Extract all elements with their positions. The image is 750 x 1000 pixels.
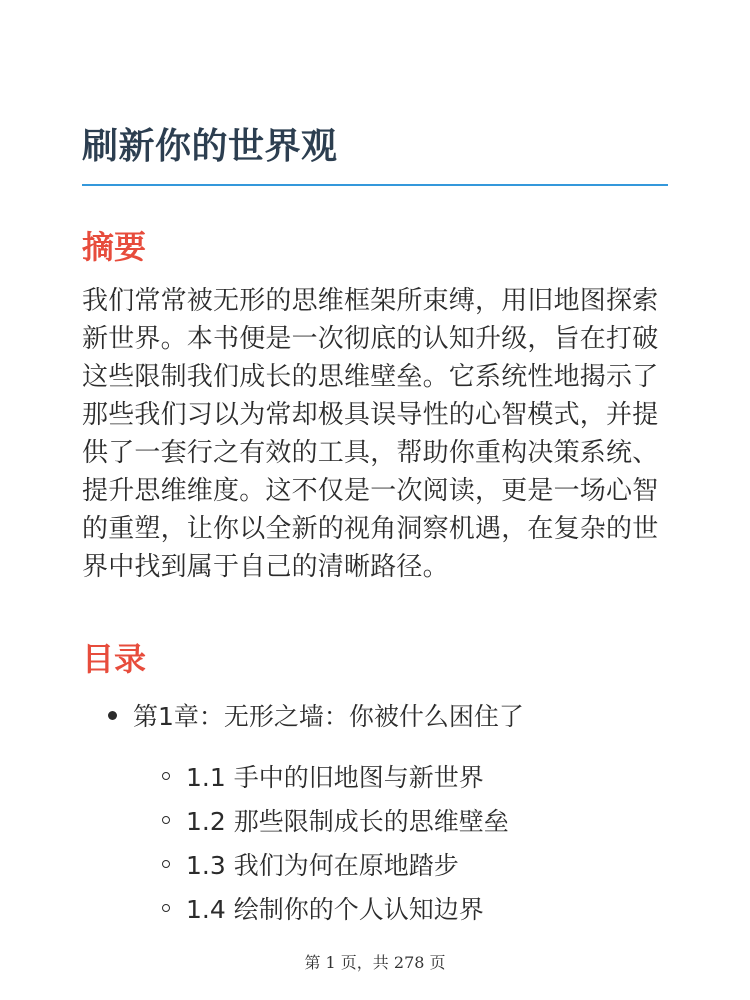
bullet-circle-icon [162, 860, 170, 868]
toc-section-label: 1.1 手中的旧地图与新世界 [186, 763, 484, 792]
toc-section-label: 1.2 那些限制成长的思维壁垒 [186, 807, 509, 836]
toc-chapter-label: 第1章：无形之墙：你被什么困住了 [133, 702, 524, 731]
title-divider [82, 184, 668, 186]
toc-section-label: 1.3 我们为何在原地踏步 [186, 851, 459, 880]
toc-section-item[interactable] [162, 802, 509, 838]
toc-heading: 目录 [82, 640, 147, 678]
book-title: 刷新你的世界观 [82, 126, 338, 167]
toc-section-item[interactable] [162, 890, 484, 926]
page-number: 第 1 页，共 278 页 [304, 953, 446, 972]
abstract-paragraph: 我们常常被无形的思维框架所束缚，用旧地图探索新世界。本书便是一次彻底的认知升级，旨在打破这些限制我们成长的思维壁垒。它系统性地揭示了那些我们习以为常却极具误导性的心智模式，并提供了一套行之有效的工具，帮助你重构决策系统、提升思维维度。这不仅是一次阅读，更是一场心智的重塑，让你以全新的视角洞察机遇，在复杂的世界中找到属于自己的清晰路径。 [82, 286, 659, 582]
bullet-circle-icon [162, 772, 170, 780]
bullet-circle-icon [162, 816, 170, 824]
bullet-disc-icon [108, 711, 117, 720]
abstract-heading: 摘要 [82, 228, 147, 266]
bullet-circle-icon [162, 904, 170, 912]
toc-section-item[interactable] [162, 758, 484, 794]
toc-section-item[interactable] [162, 846, 459, 882]
toc-section-label: 1.4 绘制你的个人认知边界 [186, 895, 484, 924]
toc-chapter-item[interactable] [108, 697, 524, 733]
